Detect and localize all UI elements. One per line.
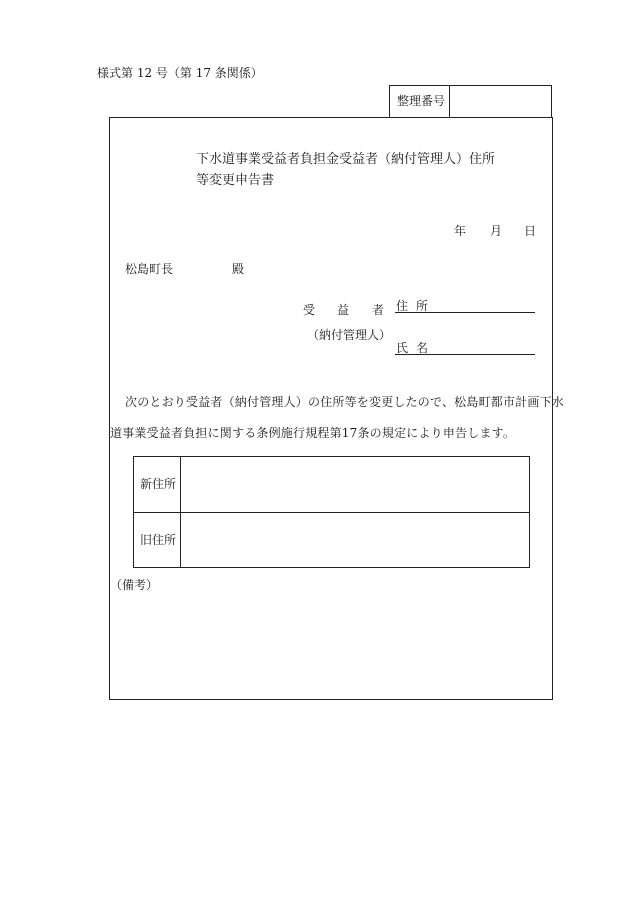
beneficiary-label-char1: 受	[303, 303, 316, 317]
date-year-label: 年	[454, 224, 467, 238]
form-number: 様式第 12 号（第 17 条関係）	[97, 66, 263, 80]
body-text-line1: 次のとおり受益者（納付管理人）の住所等を変更したので、松島町都市計画下水	[125, 395, 564, 409]
applicant-name-field[interactable]	[395, 354, 535, 355]
table-row-divider	[134, 512, 529, 513]
body-text-line2: 道事業受益者負担に関する条例施行規程第17条の規定により申告します。	[110, 426, 516, 440]
address-change-table	[133, 456, 530, 568]
new-address-label: 新住所	[140, 477, 177, 491]
seiri-bango-divider	[449, 86, 450, 117]
applicant-address-label: 住所	[396, 299, 437, 313]
document-title-line2: 等変更申告書	[196, 173, 275, 188]
beneficiary-label-char3: 者	[372, 303, 385, 317]
payment-manager-label: （納付管理人）	[307, 328, 392, 342]
applicant-address-field[interactable]	[395, 312, 535, 313]
seiri-bango-label: 整理番号	[397, 94, 446, 108]
addressee-honorific: 殿	[232, 262, 245, 276]
remarks-label: （備考）	[110, 578, 159, 592]
beneficiary-label-char2: 益	[337, 303, 350, 317]
addressee-name: 松島町長	[125, 262, 174, 276]
old-address-label: 旧住所	[140, 533, 177, 547]
applicant-name-label: 氏名	[396, 341, 437, 355]
date-day-label: 日	[524, 224, 537, 238]
document-title-line1: 下水道事業受益者負担金受益者（納付管理人）住所	[196, 152, 496, 167]
table-column-divider	[180, 457, 181, 567]
date-month-label: 月	[490, 224, 503, 238]
